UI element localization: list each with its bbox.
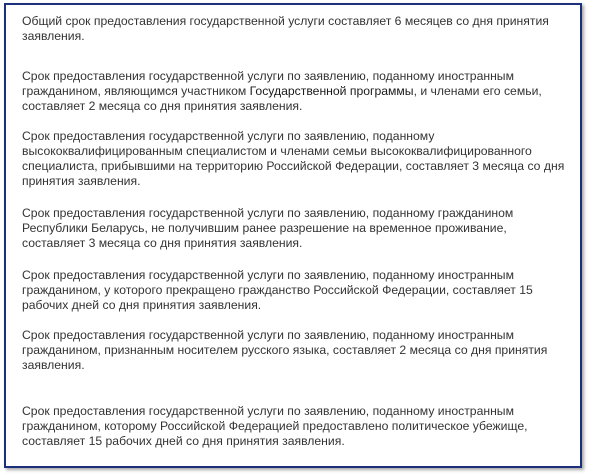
paragraph-text: , и членами его семьи, составляет 2 месяца со дня принятия заявления.	[22, 84, 542, 113]
paragraph-belarus-term: Срок предоставления государственной услуги по заявлению, поданному гражданином Республики Беларусь, не получившим ранее разрешение на временное проживание, составляет 3 месяца со дня принятия заявления.	[22, 206, 514, 250]
paragraph-russian-speaker-term: Срок предоставления государственной услуги по заявлению, поданному иностранным гражданином, признанным носителем русского языка, составляет 2 месяца со дня принятия заявления.	[22, 328, 548, 372]
paragraph-highly-qualified-term: Срок предоставления государственной услуги по заявлению, поданному высококвалифицированным специалистом и членами семьи высококвалифицированного специалиста, прибывшими на территорию Российской Федерации, составляет 3 месяца со дня принятия заявления.	[22, 129, 565, 188]
info-box	[4, 3, 582, 468]
paragraph-political-asylum-term: Срок предоставления государственной услуги по заявлению, поданному иностранным гражданином, которому Российской Федерацией предоставлено политическое убежище, составляет 15 рабочих дней со дня принятия заявления.	[22, 404, 528, 448]
paragraph-general-term: Общий срок предоставления государственной услуги составляет 6 месяцев со дня принятия заявления.	[22, 14, 549, 43]
paragraph-terminated-citizenship-term: Срок предоставления государственной услуги по заявлению, поданному иностранным гражданином, у которого прекращено гражданство Российской Федерации, составляет 15 рабочих дней со дня принятия заявления.	[22, 268, 533, 312]
state-program-link[interactable]: Государственной программы	[249, 84, 414, 98]
paragraph-program-participant-term	[22, 69, 570, 114]
paragraph-text: Срок предоставления государственной услуги по заявлению, поданному иностранным гражданином, являющимся участником	[22, 69, 514, 98]
